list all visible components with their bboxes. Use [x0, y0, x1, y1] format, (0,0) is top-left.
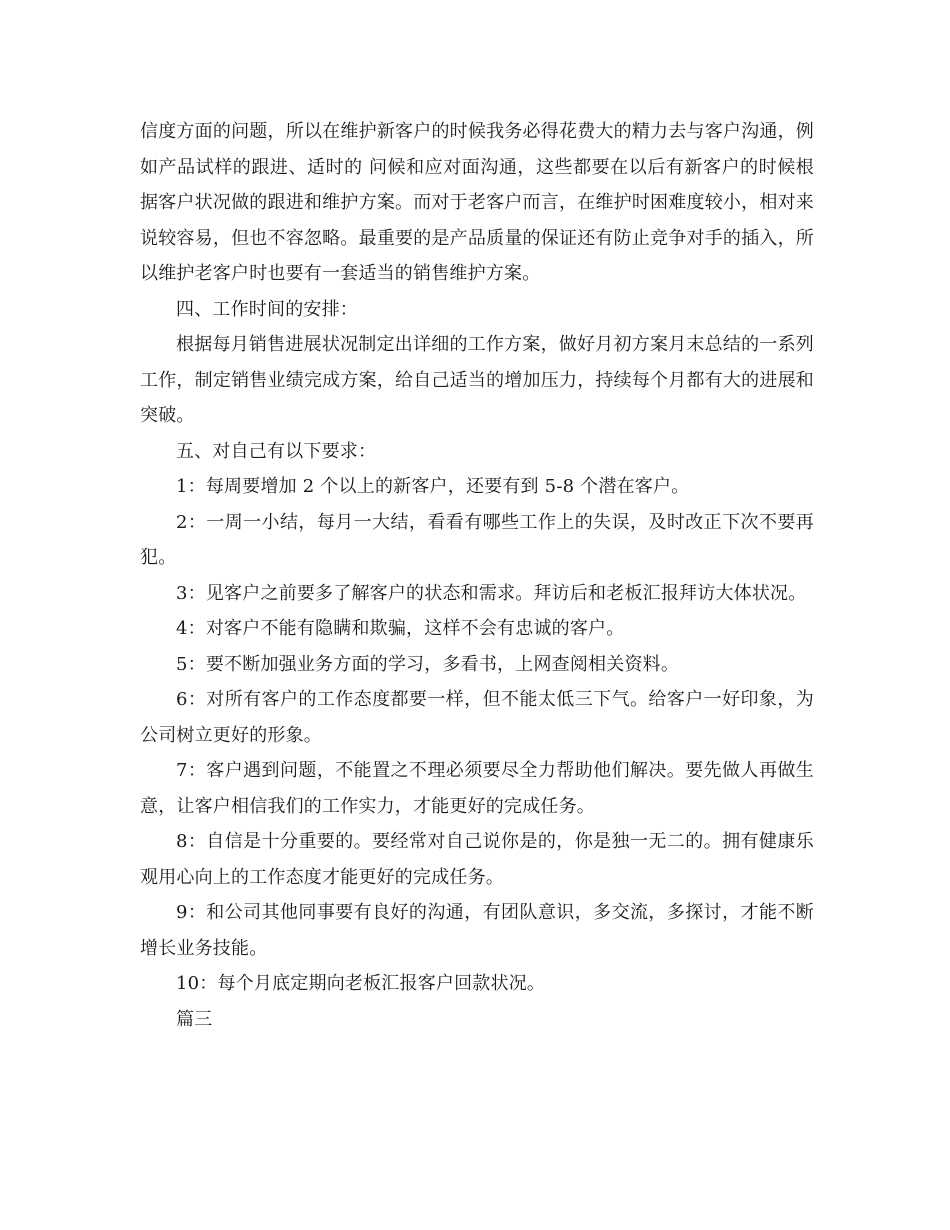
requirement-item-5: 5：要不断加强业务方面的学习，多看书，上网查阅相关资料。	[176, 653, 680, 675]
requirement-item-10: 10：每个月底定期向老板汇报客户回款状况。	[176, 973, 546, 994]
section-heading-part-three: 篇三	[176, 1008, 213, 1030]
heading-work-schedule: 四、工作时间的安排：	[176, 298, 358, 320]
requirement-item-9: 9：和公司其他同事要有良好的沟通，有团队意识，多交流，多探讨，才能不断增长业务技能。	[140, 902, 814, 959]
requirement-item-1: 1：每周要增加 2 个以上的新客户，还要有到 5-8 个潜在客户。	[176, 476, 690, 497]
paragraph-customer-maintenance: 信度方面的问题，所以在维护新客户的时候我务必得花费大的精力去与客户沟通，例如产品试样的跟进、适时的 问候和应对面沟通，这些都要在以后有新客户的时候根据客户状况做的跟进和维护方案。而对于老客户而言，在维护时困难度较小，相对来说较容易，但也不容忽略。最重要的是产品质量的保证还有防止竞争对手的插入，所以维护老客户时也要有一套适当的销售维护方案。	[140, 121, 814, 284]
requirement-item-3: 3：见客户之前要多了解客户的状态和需求。拜访后和老板汇报拜访大体状况。	[176, 582, 807, 604]
requirement-item-4: 4：对客户不能有隐瞒和欺骗，这样不会有忠诚的客户。	[176, 618, 625, 639]
paragraph-work-schedule: 根据每月销售进展状况制定出详细的工作方案，做好月初方案月末总结的一系列工作，制定销售业绩完成方案，给自己适当的增加压力，持续每个月都有大的进展和突破。	[140, 334, 814, 426]
requirement-item-7: 7：客户遇到问题，不能置之不理必须要尽全力帮助他们解决。要先做人再做生意，让客户相信我们的工作实力，才能更好的完成任务。	[140, 760, 814, 817]
heading-self-requirements: 五、对自己有以下要求：	[176, 440, 377, 462]
requirement-item-8: 8：自信是十分重要的。要经常对自己说你是的，你是独一无二的。拥有健康乐观用心向上的工作态度才能更好的完成任务。	[140, 831, 814, 888]
document-body	[140, 114, 814, 1037]
requirement-item-2: 2：一周一小结，每月一大结，看看有哪些工作上的失误，及时改正下次不要再犯。	[140, 511, 814, 568]
requirement-item-6: 6：对所有客户的工作态度都要一样，但不能太低三下气。给客户一好印象，为公司树立更好的形象。	[140, 689, 814, 746]
